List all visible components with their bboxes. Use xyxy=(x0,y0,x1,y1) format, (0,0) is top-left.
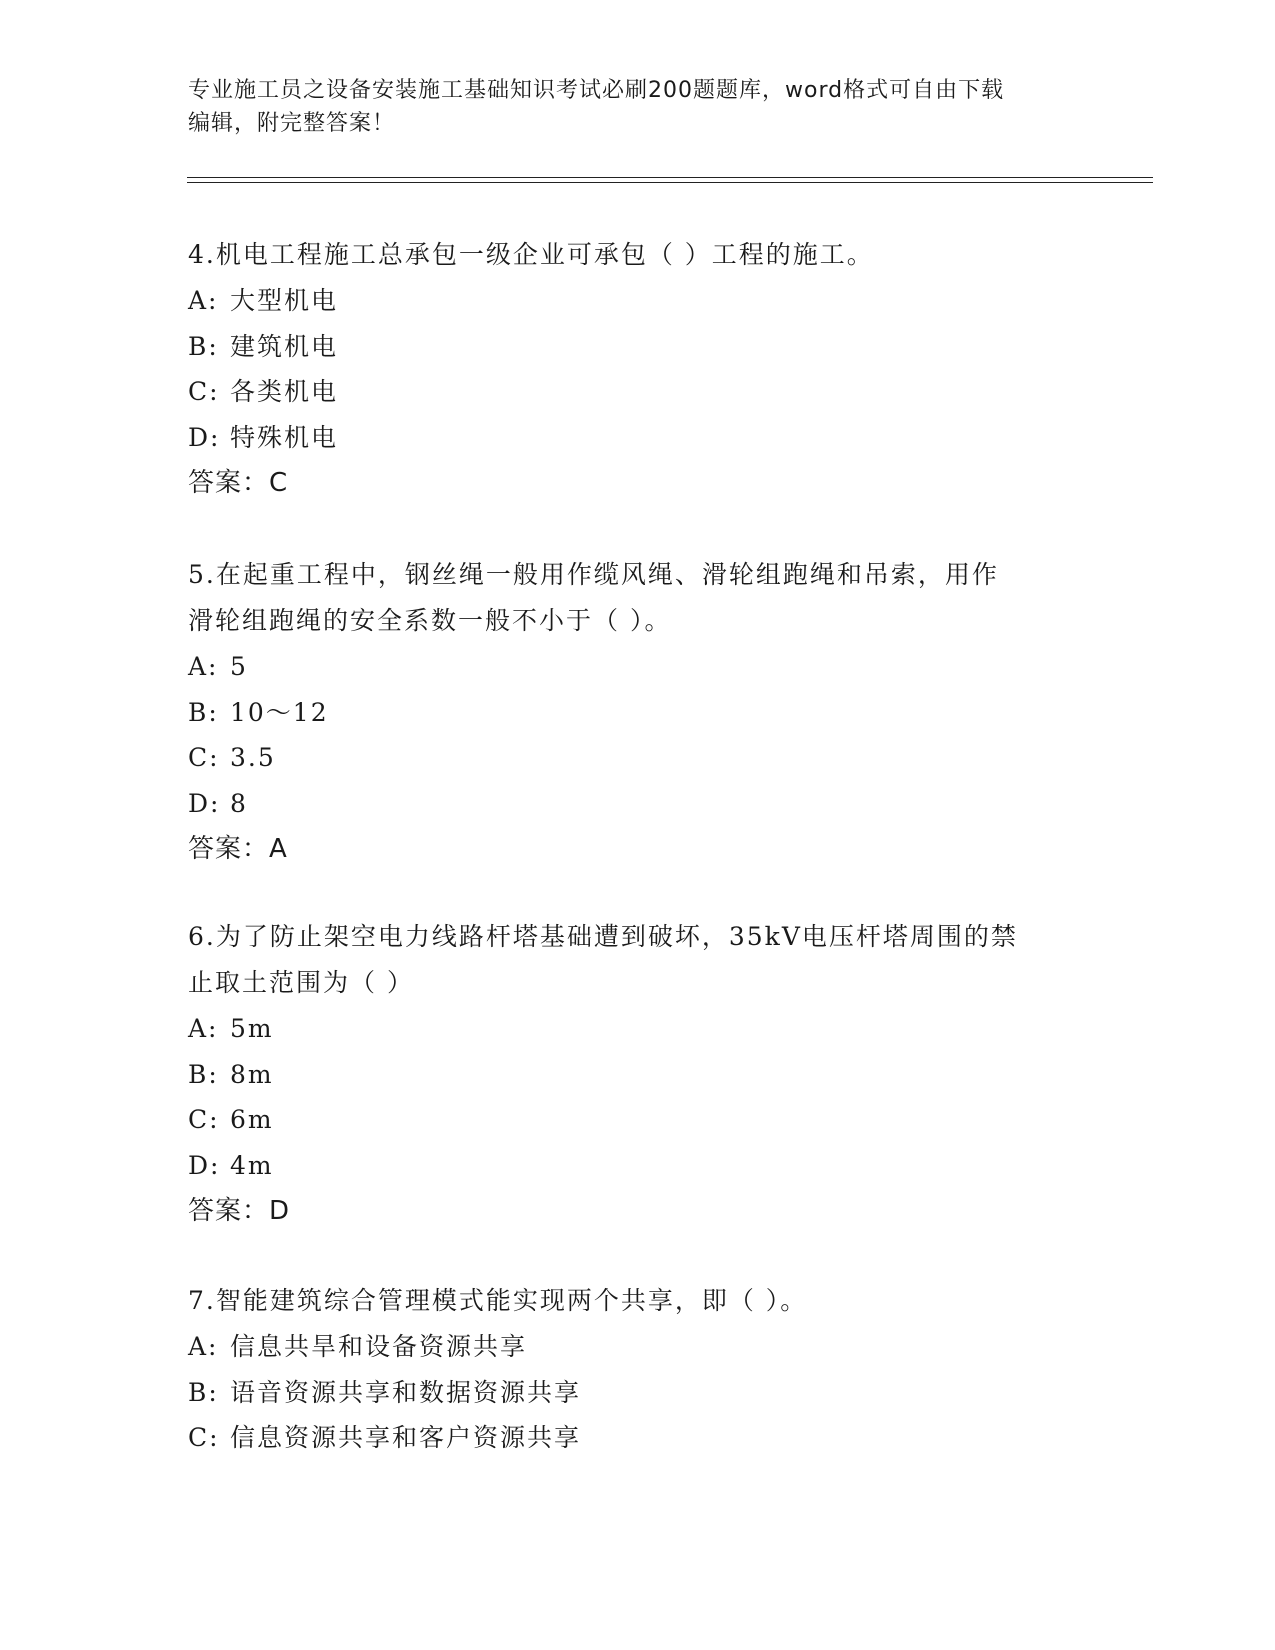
question-stem: 7.智能建筑综合管理模式能实现两个共享，即（ ）。 xyxy=(188,1286,808,1315)
option-a xyxy=(188,1006,1088,1052)
option-tag: B: xyxy=(188,1059,219,1089)
question-4 xyxy=(188,232,1088,506)
option-d xyxy=(188,1143,1088,1189)
option-b xyxy=(188,1370,1088,1416)
option-c xyxy=(188,1097,1088,1143)
option-tag: A: xyxy=(188,1014,219,1043)
option-text: 建筑机电 xyxy=(230,331,339,361)
answer-line: 答案：D xyxy=(188,1196,291,1226)
option-text: 5 xyxy=(230,652,248,681)
option-tag: A: xyxy=(188,1332,219,1361)
option-text: 8 xyxy=(230,788,248,818)
question-stem-line-1: 5.在起重工程中，钢丝绳一般用作缆风绳、滑轮组跑绳和吊索，用作 xyxy=(188,560,999,589)
option-c xyxy=(188,369,1088,415)
option-tag: C: xyxy=(188,1423,220,1452)
option-tag: C: xyxy=(188,1105,220,1134)
question-5 xyxy=(188,552,1088,872)
option-text: 信息共旱和设备资源共享 xyxy=(230,1332,528,1361)
question-7 xyxy=(188,1278,1088,1461)
option-text: 3.5 xyxy=(230,743,276,772)
option-d xyxy=(188,781,1088,827)
option-tag: D: xyxy=(188,1150,221,1180)
header-title-line-2: 编辑，附完整答案！ xyxy=(188,111,396,136)
option-text: 大型机电 xyxy=(230,286,339,315)
option-a xyxy=(188,644,1088,690)
option-tag: A: xyxy=(188,286,219,315)
option-a xyxy=(188,278,1088,324)
option-tag: D: xyxy=(188,422,221,452)
option-text: 各类机电 xyxy=(230,377,339,406)
answer-line: 答案：A xyxy=(188,834,288,864)
option-text: 6m xyxy=(230,1105,274,1134)
option-text: 8m xyxy=(230,1059,274,1089)
option-tag: B: xyxy=(188,697,219,727)
header-divider-bottom xyxy=(187,182,1153,183)
option-b xyxy=(188,324,1088,370)
option-b xyxy=(188,690,1088,736)
option-text: 5m xyxy=(230,1014,274,1043)
question-stem-line-2: 滑轮组跑绳的安全系数一般不小于（ ）。 xyxy=(188,606,672,635)
option-tag: A: xyxy=(188,652,219,681)
option-c xyxy=(188,735,1088,781)
question-stem: 4.机电工程施工总承包一级企业可承包（ ）工程的施工。 xyxy=(188,240,874,269)
option-tag: D: xyxy=(188,788,221,818)
option-a xyxy=(188,1324,1088,1370)
question-stem-line-1: 6.为了防止架空电力线路杆塔基础遭到破坏，35kV电压杆塔周围的禁 xyxy=(188,922,1018,951)
option-tag: B: xyxy=(188,1377,219,1407)
option-tag: C: xyxy=(188,743,220,772)
option-text: 特殊机电 xyxy=(230,422,339,452)
option-d xyxy=(188,415,1088,461)
option-c xyxy=(188,1415,1088,1461)
option-tag: C: xyxy=(188,377,220,406)
header-title-line-1: 专业施工员之设备安装施工基础知识考试必刷200题题库，word格式可自由下载 xyxy=(188,78,1005,103)
header-divider-top xyxy=(187,177,1153,178)
option-text: 4m xyxy=(230,1150,274,1180)
option-text: 语音资源共享和数据资源共享 xyxy=(230,1377,582,1407)
question-6 xyxy=(188,914,1088,1234)
option-tag: B: xyxy=(188,331,219,361)
document-header xyxy=(188,74,1068,140)
option-text: 信息资源共享和客户资源共享 xyxy=(230,1423,582,1452)
answer-line: 答案：C xyxy=(188,468,289,498)
question-stem-line-2: 止取土范围为（ ） xyxy=(188,968,414,997)
option-b xyxy=(188,1052,1088,1098)
option-text: 10～12 xyxy=(230,697,329,727)
